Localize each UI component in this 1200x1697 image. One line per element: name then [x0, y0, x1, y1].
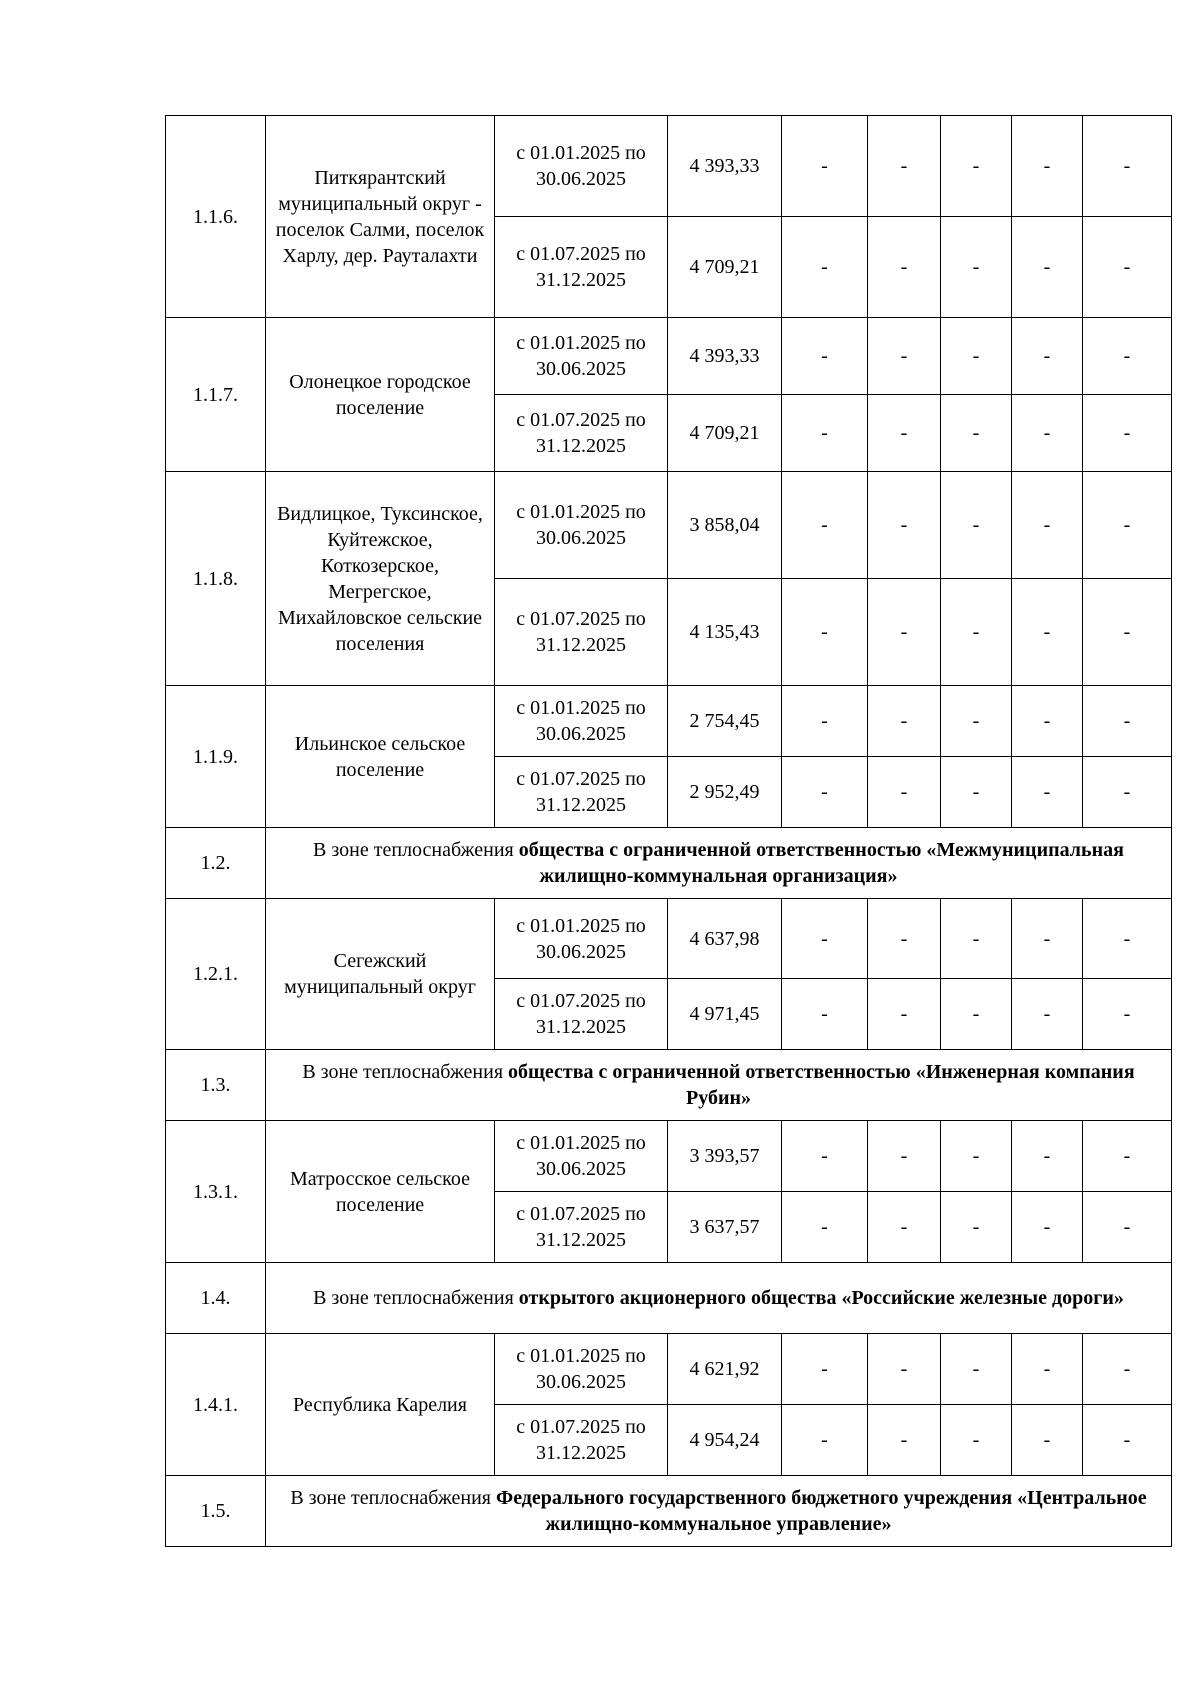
empty-value: -: [782, 217, 868, 318]
empty-value: -: [868, 116, 941, 217]
territory-name: Ильинское сельское поселение: [266, 686, 495, 828]
empty-value: -: [868, 1121, 941, 1192]
empty-value: -: [782, 686, 868, 757]
empty-value: -: [868, 899, 941, 979]
table-row: [166, 1334, 1172, 1405]
period-cell: с 01.01.2025 по 30.06.2025: [495, 899, 668, 979]
empty-value: -: [782, 1192, 868, 1263]
zone-row: [166, 828, 1172, 899]
table-row: [166, 686, 1172, 757]
zone-number: 1.3.: [166, 1050, 266, 1121]
empty-value: -: [868, 472, 941, 579]
tariff-value: 2 754,45: [668, 686, 782, 757]
zone-heading: [266, 1263, 1172, 1334]
empty-value: -: [941, 395, 1012, 472]
empty-value: -: [1012, 116, 1083, 217]
empty-value: -: [1012, 217, 1083, 318]
tariff-table: [165, 115, 1172, 1547]
empty-value: -: [1012, 318, 1083, 395]
tariff-value: 4 621,92: [668, 1334, 782, 1405]
empty-value: -: [1012, 757, 1083, 828]
territory-name: Матросское сельское поселение: [266, 1121, 495, 1263]
table-row: [166, 116, 1172, 217]
tariff-value: 4 709,21: [668, 217, 782, 318]
zone-prefix: В зоне теплоснабжения: [313, 1287, 519, 1309]
territory-name: Сегежский муниципальный округ: [266, 899, 495, 1050]
zone-prefix: В зоне теплоснабжения: [313, 839, 519, 861]
empty-value: -: [1083, 1405, 1172, 1476]
zone-number: 1.5.: [166, 1476, 266, 1547]
zone-organization: общества с ограниченной ответственностью «Инженерная компания Рубин»: [508, 1061, 1135, 1109]
empty-value: -: [1083, 686, 1172, 757]
empty-value: -: [941, 686, 1012, 757]
zone-row: [166, 1263, 1172, 1334]
zone-number: 1.2.: [166, 828, 266, 899]
empty-value: -: [941, 1121, 1012, 1192]
empty-value: -: [782, 979, 868, 1050]
empty-value: -: [1083, 899, 1172, 979]
period-cell: с 01.07.2025 по 31.12.2025: [495, 217, 668, 318]
empty-value: -: [1012, 899, 1083, 979]
empty-value: -: [782, 318, 868, 395]
empty-value: -: [782, 1334, 868, 1405]
zone-organization: открытого акционерного общества «Российские железные дороги»: [518, 1287, 1124, 1309]
empty-value: -: [782, 395, 868, 472]
row-number: 1.3.1.: [166, 1121, 266, 1263]
empty-value: -: [868, 1192, 941, 1263]
empty-value: -: [941, 1405, 1012, 1476]
row-number: 1.1.9.: [166, 686, 266, 828]
zone-prefix: В зоне теплоснабжения: [290, 1487, 497, 1509]
zone-heading: [266, 1050, 1172, 1121]
row-number: 1.1.6.: [166, 116, 266, 318]
zone-number: 1.4.: [166, 1263, 266, 1334]
zone-heading: [266, 1476, 1172, 1547]
zone-organization: общества с ограниченной ответственностью «Межмуниципальная жилищно-коммунальная организация»: [518, 839, 1124, 887]
empty-value: -: [1012, 979, 1083, 1050]
period-cell: с 01.01.2025 по 30.06.2025: [495, 1121, 668, 1192]
tariff-value: 4 637,98: [668, 899, 782, 979]
period-cell: с 01.07.2025 по 31.12.2025: [495, 395, 668, 472]
period-cell: с 01.01.2025 по 30.06.2025: [495, 116, 668, 217]
empty-value: -: [1083, 1334, 1172, 1405]
empty-value: -: [1012, 686, 1083, 757]
empty-value: -: [782, 899, 868, 979]
tariff-value: 4 393,33: [668, 318, 782, 395]
territory-name: Питкярантский муниципальный округ - поселок Салми, поселок Харлу, дер. Рауталахти: [266, 116, 495, 318]
empty-value: -: [782, 472, 868, 579]
tariff-value: 3 858,04: [668, 472, 782, 579]
empty-value: -: [1083, 1121, 1172, 1192]
zone-prefix: В зоне теплоснабжения: [302, 1061, 509, 1083]
empty-value: -: [941, 318, 1012, 395]
zone-organization: Федерального государственного бюджетного учреждения «Центральное жилищно-коммунальное управление»: [496, 1487, 1147, 1535]
row-number: 1.1.7.: [166, 318, 266, 472]
empty-value: -: [868, 757, 941, 828]
empty-value: -: [1012, 1121, 1083, 1192]
period-cell: с 01.01.2025 по 30.06.2025: [495, 686, 668, 757]
empty-value: -: [941, 979, 1012, 1050]
empty-value: -: [868, 686, 941, 757]
empty-value: -: [868, 1334, 941, 1405]
period-cell: с 01.01.2025 по 30.06.2025: [495, 318, 668, 395]
table-row: [166, 472, 1172, 579]
empty-value: -: [868, 217, 941, 318]
empty-value: -: [782, 579, 868, 686]
empty-value: -: [941, 116, 1012, 217]
tariff-value: 3 393,57: [668, 1121, 782, 1192]
zone-heading: [266, 828, 1172, 899]
empty-value: -: [941, 579, 1012, 686]
empty-value: -: [1012, 1405, 1083, 1476]
empty-value: -: [1083, 318, 1172, 395]
empty-value: -: [941, 899, 1012, 979]
tariff-table-body: [166, 116, 1172, 1547]
empty-value: -: [1083, 979, 1172, 1050]
empty-value: -: [941, 757, 1012, 828]
tariff-value: 4 954,24: [668, 1405, 782, 1476]
territory-name: Видлицкое, Туксинское, Куйтежское, Коткозерское, Мегрегское, Михайловское сельские поселения: [266, 472, 495, 686]
table-row: [166, 899, 1172, 979]
zone-row: [166, 1050, 1172, 1121]
empty-value: -: [782, 116, 868, 217]
empty-value: -: [941, 1334, 1012, 1405]
empty-value: -: [1012, 1334, 1083, 1405]
empty-value: -: [1083, 472, 1172, 579]
tariff-value: 4 393,33: [668, 116, 782, 217]
period-cell: с 01.07.2025 по 31.12.2025: [495, 979, 668, 1050]
period-cell: с 01.01.2025 по 30.06.2025: [495, 472, 668, 579]
tariff-value: 4 971,45: [668, 979, 782, 1050]
empty-value: -: [1083, 1192, 1172, 1263]
empty-value: -: [782, 757, 868, 828]
empty-value: -: [868, 579, 941, 686]
empty-value: -: [1083, 579, 1172, 686]
empty-value: -: [868, 1405, 941, 1476]
empty-value: -: [1012, 579, 1083, 686]
tariff-value: 4 135,43: [668, 579, 782, 686]
empty-value: -: [941, 1192, 1012, 1263]
period-cell: с 01.01.2025 по 30.06.2025: [495, 1334, 668, 1405]
empty-value: -: [782, 1405, 868, 1476]
empty-value: -: [1012, 395, 1083, 472]
period-cell: с 01.07.2025 по 31.12.2025: [495, 1405, 668, 1476]
empty-value: -: [1012, 472, 1083, 579]
table-row: [166, 318, 1172, 395]
empty-value: -: [1083, 395, 1172, 472]
territory-name: Республика Карелия: [266, 1334, 495, 1476]
empty-value: -: [868, 395, 941, 472]
period-cell: с 01.07.2025 по 31.12.2025: [495, 757, 668, 828]
empty-value: -: [782, 1121, 868, 1192]
empty-value: -: [941, 217, 1012, 318]
empty-value: -: [868, 318, 941, 395]
empty-value: -: [868, 979, 941, 1050]
zone-row: [166, 1476, 1172, 1547]
empty-value: -: [1083, 757, 1172, 828]
row-number: 1.1.8.: [166, 472, 266, 686]
empty-value: -: [941, 472, 1012, 579]
empty-value: -: [1012, 1192, 1083, 1263]
territory-name: Олонецкое городское поселение: [266, 318, 495, 472]
table-row: [166, 1121, 1172, 1192]
period-cell: с 01.07.2025 по 31.12.2025: [495, 1192, 668, 1263]
empty-value: -: [1083, 116, 1172, 217]
empty-value: -: [1083, 217, 1172, 318]
tariff-value: 3 637,57: [668, 1192, 782, 1263]
period-cell: с 01.07.2025 по 31.12.2025: [495, 579, 668, 686]
row-number: 1.2.1.: [166, 899, 266, 1050]
tariff-value: 2 952,49: [668, 757, 782, 828]
row-number: 1.4.1.: [166, 1334, 266, 1476]
tariff-value: 4 709,21: [668, 395, 782, 472]
